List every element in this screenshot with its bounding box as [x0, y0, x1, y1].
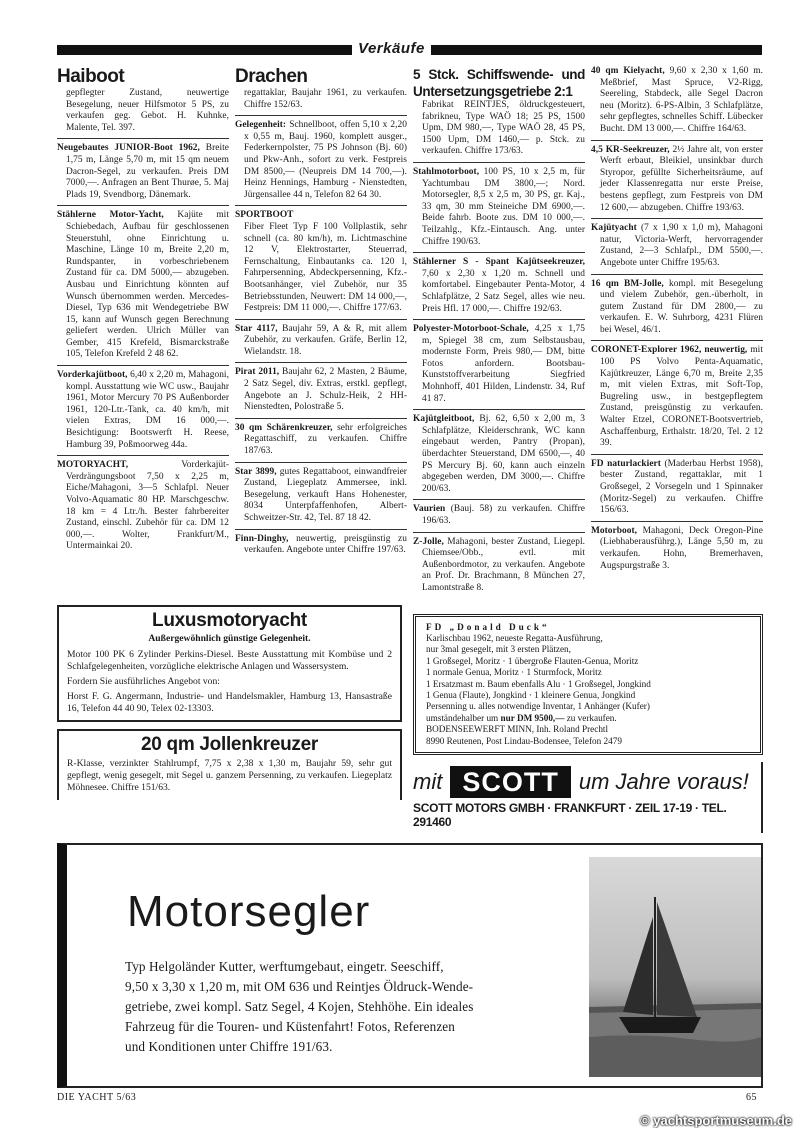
- classified-ad: [591, 455, 763, 522]
- ad-donald-duck: [413, 614, 763, 755]
- ad-headline: Stahlmotorboot,: [413, 166, 480, 177]
- right-boxes: [413, 614, 763, 833]
- classified-ad: [235, 320, 407, 364]
- ad-text: Motor 100 PK 6 Zylinder Perkins-Diesel. Beste Ausstattung mit Kombüse und 2 Schlafgelegenheiten, vorzügliche elektrische Anlagen und Wassersystem.: [67, 648, 392, 672]
- ad-headline: Vorderkajütboot,: [57, 370, 128, 381]
- scott-slogan: um Jahre voraus!: [578, 769, 749, 795]
- ad-text: Fabrikat REINTJES, öldruckgesteuert, fabrikneu, Type WAÖ 18; 25 PS, 1500 Upm, DM 980,—, Type WAÖ 28, 45 PS, 1500 Upm, DM 1460,— p. Stck. zu verkaufen. Chiffre 173/63.: [422, 100, 585, 157]
- classified-ad: [413, 410, 585, 500]
- ad-body: [235, 324, 407, 359]
- ad-text-line: und Konditionen unter Chiffre 191/63.: [125, 1039, 333, 1055]
- ad-luxusmotoryacht: [57, 605, 402, 722]
- ad-text: neuwertig, preisgünstig zu verkaufen. Angebote unter Chiffre 197/63.: [244, 533, 407, 556]
- ad-body: [591, 279, 763, 337]
- ad-body: [591, 459, 763, 517]
- ad-body: [413, 100, 585, 158]
- ad-body: [235, 367, 407, 413]
- classified-ad: [413, 253, 585, 320]
- ad-text: Bj. 62, 6,50 x 2,00 m, 3 Schlafplätze, Kleiderschrank, WC kann eingebaut werden, Pantry (Propan), überdachter Steuerstand, DM 6500,—, 40 PS Mercury Bj. 60, kann auch einzeln abgegeben werden, DM 3000,—. Chiffre 200/63.: [422, 414, 585, 494]
- classified-ad: [57, 366, 229, 456]
- ad-body: [235, 467, 407, 525]
- classified-columns: [57, 62, 763, 599]
- ad-body: [235, 88, 407, 111]
- ad-text: (Bauj. 58) zu verkaufen. Chiffre 196/63.: [422, 504, 585, 526]
- ad-title: Motorsegler: [127, 887, 371, 937]
- ad-headline: 4,5 KR-Seekreuzer,: [591, 144, 670, 155]
- ad-headline: Vaurien: [413, 504, 446, 515]
- classified-ad: [235, 62, 407, 116]
- scott-logo: SCOTT: [450, 766, 571, 798]
- ad-headline: Neugebautes JUNIOR-Boot 1962,: [57, 143, 200, 154]
- ad-text: 9,60 x 2,30 x 1,60 m. Meßbrief, Mast Spruce, V2-Rigg, Seereling, Stabdeck, alle Segel Dacron neu (Moritz). 6-PS-Albin, 3 Schlafplätze, sehr gepflegtes, schnelles Schiff. Lübecker Bucht. DM 13 000,—. Chiffre 164/63.: [600, 66, 764, 134]
- classified-ad: [57, 62, 229, 139]
- ad-body: [235, 210, 407, 314]
- ad-body: [57, 143, 229, 201]
- ad-title: Drachen: [235, 66, 308, 87]
- ad-headline: Kajütyacht: [591, 223, 637, 234]
- ad-text: Mahagoni, bester Zustand, Liegepl. Chiemsee/Obb., evtl. mit Außenbordmotor, zu verkaufen. Angebote an Prof. Dr. Brachmann, 8 München 27, Lamontstraße 8.: [422, 536, 585, 593]
- ad-body: [57, 460, 229, 553]
- ad-text-line: getriebe, zwei kompl. Satz Segel, 4 Kojen, Stehhöhe. Ein ideales: [125, 999, 474, 1015]
- ad-title: 20 qm Jollenkreuzer: [141, 733, 318, 755]
- ad-body: [591, 145, 763, 215]
- text: umständehalber um: [426, 712, 501, 723]
- ad-headline: Pirat 2011,: [235, 367, 280, 378]
- ad-text: [426, 713, 750, 724]
- classified-ad: [57, 139, 229, 206]
- classified-ad: [235, 419, 407, 463]
- ad-text: Fordern Sie ausführliches Angebot von:: [67, 675, 220, 687]
- ad-text: kompl. mit Besegelung und vielem Zubehör, gen.-überholt, in gutem Zustand für DM 2800,— zu verkaufen. E. W. Suhrborg, 4231 Flüren bei Wesel, 46/1.: [600, 278, 763, 335]
- ad-body: [413, 414, 585, 495]
- page-number: 65: [746, 1092, 757, 1104]
- classified-ad: [413, 500, 585, 532]
- ad-title: Luxusmotoryacht: [152, 609, 307, 631]
- ad-headline: FD naturlackiert: [591, 458, 661, 469]
- classified-ad: [591, 141, 763, 220]
- ad-headline: SPORTBOOT: [235, 210, 294, 221]
- ad-text: mit 100 PS Volvo Penta-Aquamatic, Kajütkreuzer, Länge 6,70 m, Breite 2,35 m, mit vielen Extras, mit Soft-Top, Bugreling usw., in bestgepflegtem Zustand, preisgünstig zu verkaufen. Walter Etzel, CORONET-Bootsvertrieb, Aschaffenburg, Erthalstr. 18/20, Tel. 2 12 39.: [600, 345, 763, 449]
- ad-text: Kajüte mit Schiebedach, Aufbau für geschlossenen Steuerstuhl, ohne Einrichtung u. Maschine, Länge 10 m, Breite 2,20 m, Rundspanter, in vorbeschriebenem Zustand für ca. DM 5000,— abzugeben. Ausbau und Einrichtung könnten auf Wunsch übernommen werden. Mercedes-Diesel, Typ 636 mit Wendegetriebe BW 15, kann auf Wunsch gegen Berechnung geliefert werden. Ulrich Müller van Gember, 415 Krefeld, Bismarckstraße 105, Telefon Krefeld 2 48 62.: [66, 210, 229, 360]
- ad-headline: Finn-Dinghy,: [235, 533, 289, 544]
- ad-text-line: 1 Ersatzmast m. Baum ebenfalls Alu · 1 Großsegel, Jongkind: [426, 678, 651, 689]
- ad-title: 5 Stck. Schiffswende- und Untersetzungsgetriebe 2:1: [413, 67, 585, 99]
- ad-headline: Gelegenheit:: [235, 120, 287, 131]
- ad-jollenkreuzer: [57, 729, 402, 800]
- ad-body: [591, 526, 763, 572]
- text: zu verkaufen.: [564, 712, 617, 723]
- watermark: © yachtsportmuseum.de: [640, 1113, 792, 1128]
- ad-text: Baujahr 59, A & R, mit allem Zubehör, zu verkaufen. Gräfe, Berlin 12, Wielandstr. 18.: [244, 323, 407, 357]
- ad-headline: Stählerne Motor-Yacht,: [57, 210, 164, 221]
- classified-ad: [235, 463, 407, 530]
- footer-magazine: DIE YACHT 5/63: [57, 1092, 137, 1104]
- ad-motorsegler: [57, 843, 763, 1088]
- footer: [57, 1092, 763, 1103]
- ad-text: Vorderkajüt-Verdrängungsboot 7,50 x 2,25 m, Eiche/Mahagoni, 3—5 Schlafpl. Neuer Volvo-Aquamatic 80 HP. Marschgeschw. 18 km = 4 Ltr./h. Bester fahrbereiter Zustand, einschl. Zubehör für ca. DM 12 000,—. Wolter, Frankfurt/M., Untermainkai 20.: [66, 460, 229, 552]
- ad-body: [591, 66, 763, 136]
- ad-headline: Stählerner S - Spant Kajütseekreuzer,: [413, 257, 585, 268]
- ad-text: (Maderbau Herbst 1958), bester Zustand, regattaklar, mit 1 Großsegel, 2 Vorsegeln und 1 Spinnaker (Moritz-Segel) zu verkaufen. Chiffre 156/63.: [600, 458, 763, 516]
- ad-text-line: 1 normale Genua, Moritz · 1 Sturmfock, Moritz: [426, 667, 602, 678]
- ad-text: 7,60 x 2,30 x 1,20 m. Schnell und komfortabel. Eingebauter Penta-Motor, 4 Schlafplätze, 2 Satz Segel, alles wie neu. Preis Hfl. 17 000,—. Chiffre 192/63.: [422, 268, 585, 314]
- ad-text: 2½ Jahre alt, von erster Werft erbaut, Bleikiel, unsinkbar durch Styropor, gefüllte Sicherheitsräume, auf jeder Klassenregatta nur erste Preise, bestens gepflegt, zum Festpreis von DM 12 600,— abzugeben. Chiffre 193/63.: [600, 144, 763, 213]
- price: nur DM 9500,—: [500, 712, 565, 723]
- classified-ad: [591, 62, 763, 141]
- ad-text-line: Persenning u. alles notwendige Inventar, 1 Anhänger (Kufer): [426, 701, 650, 712]
- ad-text: Baujahr 62, 2 Masten, 2 Bäume, 2 Satz Segel, div. Extras, erstkl. gepflegt, Angebote an J. Schulz-Heik, 2 HH-Nienstedten, Polostraße 5.: [244, 367, 407, 413]
- ad-text: gutes Regattaboot, einwandfreier Zustand, Liegeplatz Ammersee, inkl. Besegelung, verkauft Hans Hohenester, 8034 Unterpfaffenhofen, Albert-Schweitzer-Str. 42, Tel. 87 18 42.: [244, 466, 407, 523]
- ad-headline: Kajütgleitboot,: [413, 414, 475, 425]
- ad-body: [413, 324, 585, 405]
- section-title: Verkäufe: [352, 40, 431, 57]
- ad-text-line: nur 3mal gesegelt, mit 3 ersten Plätzen,: [426, 644, 571, 655]
- ad-text: (7 x 1,90 x 1,0 m), Mahagoni natur, Victoria-Werft, hervorragender Zustand, 2—3 Schlafpl., DM 5500,—. Angebote unter Chiffre 195/63.: [600, 223, 763, 268]
- page-content: [57, 62, 763, 1103]
- ad-headline: Star 3899,: [235, 466, 277, 477]
- ad-text: 8990 Reutenen, Post Lindau-Bodensee, Telefon 2479: [426, 735, 622, 746]
- ad-text: [125, 957, 580, 1057]
- ad-body: [591, 345, 763, 449]
- ad-headline: 16 qm BM-Jolle,: [591, 278, 664, 289]
- ad-text: gepflegter Zustand, neuwertige Besegelung, neuer Hilfsmotor 5 PS, zu verkaufen geg. Gebot. H. Kuhnke, Malente, Tel. 397.: [66, 88, 229, 133]
- ad-headline: Motorboot,: [591, 525, 638, 536]
- ad-text: R-Klasse, verzinkter Stahlrumpf, 7,75 x 2,38 x 1,30 m, Baujahr 59, sehr gut gepflegt, wenig gesegelt, mit Segel u. ganzem Persenning, zu verkaufen. Liegeplatz Möhnesee. Chiffre 151/63.: [67, 757, 392, 793]
- ad-headline: CORONET-Explorer 1962, neuwertig,: [591, 345, 748, 356]
- column-1: [57, 62, 229, 599]
- scott-address: SCOTT MOTORS GMBH · FRANKFURT · ZEIL 17-19 · TEL. 291460: [413, 801, 727, 830]
- ad-headline: Star 4117,: [235, 323, 278, 334]
- classified-ad: [413, 62, 585, 163]
- ad-headline: Polyester-Motorboot-Schale,: [413, 324, 529, 335]
- classified-ad: [591, 275, 763, 342]
- ad-text: Breite 1,75 m, Länge 5,70 m, mit 15 qm neuem Dacron-Segel, zu verkaufen. Preis DM 7000,—. Anfragen an Bent Thurøe, 5. Maj Plads 19, Svendborg, Dänemark.: [66, 143, 229, 200]
- classified-ad: [235, 206, 407, 319]
- classified-ad: [57, 456, 229, 557]
- classified-ad: [413, 320, 585, 410]
- ad-lines: [426, 633, 750, 713]
- ad-text-line: Typ Helgoländer Kutter, werftumgebaut, eingetr. Seeschiff,: [125, 959, 444, 975]
- ad-text: regattaklar, Baujahr 1961, zu verkaufen. Chiffre 152/63.: [244, 88, 407, 110]
- scott-pre: mit: [413, 769, 443, 795]
- sailboat-photo: [589, 857, 761, 1077]
- ad-headline: MOTORYACHT,: [57, 460, 129, 471]
- classified-ad: [413, 163, 585, 253]
- ad-body: [235, 120, 407, 201]
- ad-body: [413, 504, 585, 527]
- ad-body: [235, 423, 407, 458]
- ad-text: Mahagoni, Deck Oregon-Pine (Liebhaberausführg.), Länge 5,50 m, zu verkaufen. Hohn, Bremerhaven, Augspurgstraße 3.: [600, 525, 763, 571]
- ad-body: [57, 210, 229, 361]
- ad-text-line: Karlischbau 1962, neueste Regatta-Ausführung,: [426, 632, 603, 643]
- ad-scott: [413, 762, 763, 833]
- left-boxes: [57, 605, 402, 800]
- column-4: [591, 62, 763, 599]
- classified-ad: [413, 533, 585, 599]
- classified-ad: [235, 363, 407, 418]
- ad-text: 6,40 x 2,20 m, Mahagoni, kompl. Ausstattung wie WC usw., Baujahr 1961, Motor Mercury 70 PS Außenborder 1961, 120-Ltr.-Tank, ca. 40 km/h, mit vielen Extras, DM 16 000,—. Besichtigung: Bootswerft H. Reese, Hamburg 39, Poßmoorweg 44a.: [66, 370, 229, 450]
- ad-body: [413, 257, 585, 315]
- ad-text: sehr erfolgreiches Regattaschiff, zu verkaufen. Chiffre 187/63.: [244, 422, 407, 457]
- sailboat-image: [589, 857, 761, 1077]
- column-3: [413, 62, 585, 599]
- ad-text-line: Fahrzeug für die Touren- und Küstenfahrt! Fotos, Referenzen: [125, 1019, 455, 1035]
- ad-contact: Horst F. G. Angermann, Industrie- und Handelsmakler, Hamburg 13, Hansastraße 16, Telefon 44 40 90, Telex 02-13303.: [67, 690, 392, 714]
- ad-body: [57, 370, 229, 451]
- ad-subtitle: Außergewöhnlich günstige Gelegenheit.: [148, 632, 311, 644]
- boxed-ads: [57, 605, 763, 833]
- ad-body: [57, 88, 229, 134]
- classified-ad: [591, 219, 763, 274]
- classified-ad: [235, 530, 407, 561]
- ad-headline: Z-Jolle,: [413, 536, 444, 547]
- ad-body: [591, 223, 763, 269]
- classified-ad: [591, 522, 763, 576]
- ad-text: 4,25 x 1,75 m, Spiegel 38 cm, zum Selbstausbau, modernste Form, Preis 980,— DM, bitte Fotos anfordern. Bootsbau-Kunststoffverarbeitung Siegfried Mohnhoff, 401 Hilden, Lindenstr. 34, Ruf 41 87.: [422, 324, 585, 404]
- ad-text-line: 1 Großsegel, Moritz · 1 übergroße Flauten-Genua, Moritz: [426, 655, 639, 666]
- ad-title: FD „Donald Duck“: [426, 621, 550, 632]
- ad-text: BODENSEEWERFT MINN, Inh. Roland Prechtl: [426, 724, 609, 735]
- ad-body: [235, 534, 407, 557]
- column-2: [235, 62, 407, 599]
- ad-body: [413, 537, 585, 595]
- ad-headline: 40 qm Kielyacht,: [591, 66, 665, 76]
- ad-body: [413, 167, 585, 248]
- ad-text-line: 9,50 x 3,30 x 1,20 m, mit OM 636 und Reintjes Öldruck-Wende-: [125, 979, 474, 995]
- ad-text: Fiber Fleet Typ F 100 Vollplastik, sehr schnell (ca. 80 km/h), m. Lichtmaschine 12 V, Elektrostarter, Steuerrad, Fernschaltung, Einbautanks ca. 120 l, Fahrpersenning, Abdeckpersenning, Kfz.-Bootsanhänger, viel Zubehör, nur 35 Betriebsstunden, Neuwert: DM 14 000,—, Festpreis: DM 11 000,—. Chiffre 177/63.: [244, 221, 407, 314]
- ad-text: 100 PS, 10 x 2,5 m, für Yachtumbau DM 3800,—; Nord. Motorsegler, 8,5 x 2,5 m, 30 PS, gr. Kaj., 33 qm, 30 mm Steineiche DM 6900,—. Beide fahrb. Boote zus. DM 10 000,—. Teilzahlg., Kfz.-Eintausch. Ang. unter Chiffre 190/63.: [422, 166, 585, 247]
- ad-title: Haiboot: [57, 66, 125, 87]
- ad-text-line: 1 Genua (Flaute), Jongkind · 1 kleinere Genua, Jongkind: [426, 690, 636, 700]
- ad-headline: 30 qm Schärenkreuzer,: [235, 422, 333, 433]
- ad-text: Schnellboot, offen 5,10 x 2,20 x 0,55 m, Bauj. 1960, komplett ausger., Federkernpolster, 75 PS Johnson (Bj. 60) und Pkw-Anh., sofort zu verk. Festpreis DM 8500,— (Neupreis DM 14 700,—). Heinz Hennings, Hamburg - Nienstedten, Jürgensallee 44 n, Telefon 82 64 30.: [244, 120, 407, 200]
- classified-ad: [57, 206, 229, 366]
- classified-ad: [591, 341, 763, 454]
- classified-ad: [235, 116, 407, 206]
